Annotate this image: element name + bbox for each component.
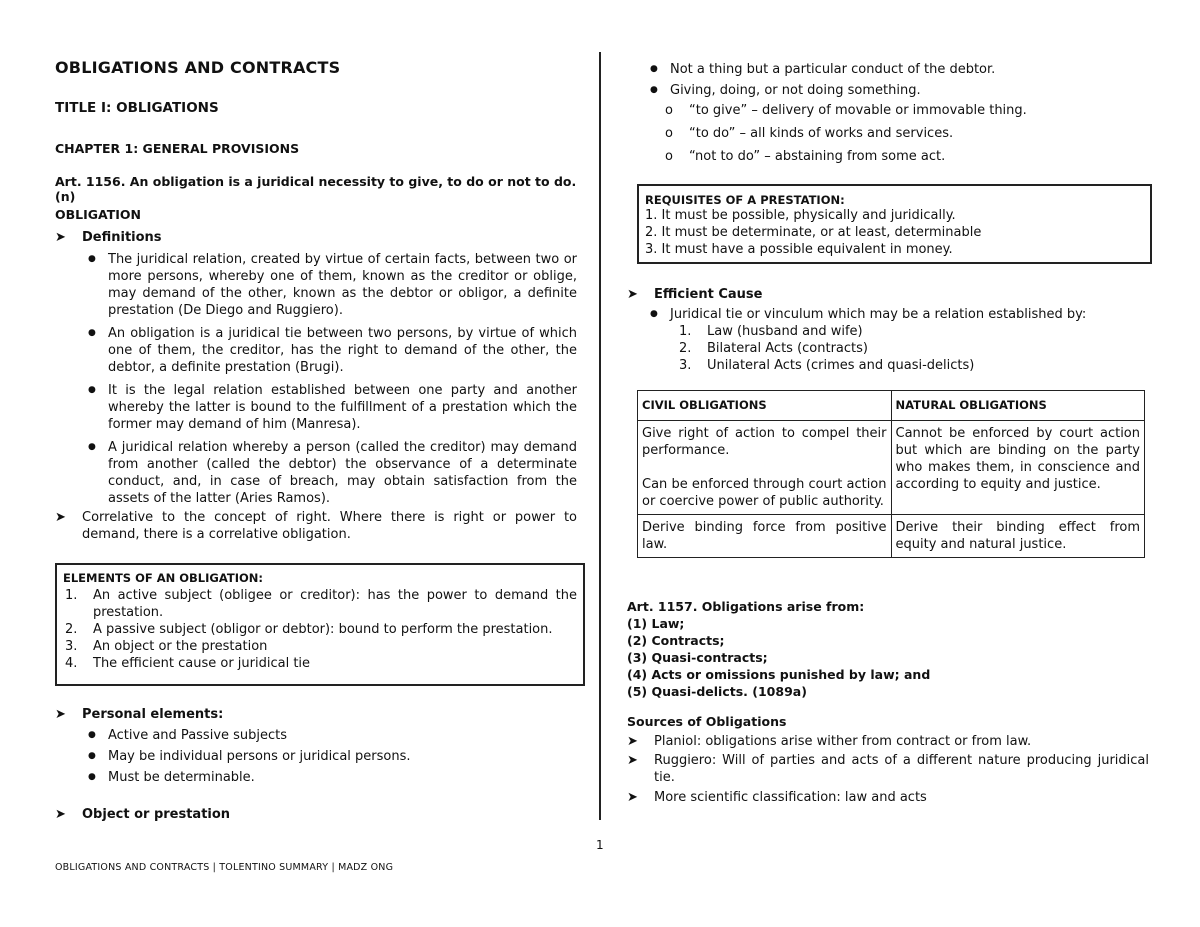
list-item: ● May be individual persons or juridical persons.	[55, 748, 577, 765]
object-heading: Object or prestation	[82, 807, 231, 822]
list-item: ● Must be determinable.	[55, 769, 577, 786]
correlative-row	[55, 509, 577, 543]
obligations-comparison-table	[637, 390, 1145, 558]
object-sub-item: o “not to do” – abstaining from some act.	[665, 149, 946, 164]
elements-list	[63, 587, 577, 672]
article-1157: Art. 1157. Obligations arise from: (1) Law; (2) Contracts; (3) Quasi-contracts; (4) Acts or omissions punished by law; and (5) Quasi-delicts. (1089a)	[627, 599, 931, 699]
list-item: (1) Law;	[627, 616, 685, 631]
list-item: ● Active and Passive subjects	[55, 727, 577, 744]
arrow-bullet-icon: ➤	[55, 807, 66, 822]
arrow-bullet-icon: ➤	[55, 230, 66, 245]
list-item: 3. Unilateral Acts (crimes and quasi-delicts)	[679, 358, 975, 373]
list-item: ● Juridical tie or vinculum which may be a relation established by:	[617, 306, 1149, 323]
sources-item: ➤ More scientific classification: law and acts	[627, 790, 927, 805]
obligation-heading: OBLIGATION	[55, 207, 141, 222]
table-cell: Cannot be enforced by court action but which are binding on the party who makes them, in conscience and according to equity and justice.	[891, 421, 1145, 515]
object-sub-item: o “to do” – all kinds of works and services.	[665, 126, 954, 141]
document-title: OBLIGATIONS AND CONTRACTS	[55, 58, 341, 77]
sources-item: ➤ Ruggiero: Will of parties and acts of a different nature producing juridical tie.	[627, 753, 1149, 785]
arrow-bullet-icon: ➤	[55, 707, 66, 722]
table-cell: Give right of action to compel their performance. Can be enforced through court action or coercive power of public authority.	[638, 421, 892, 515]
efficient-list	[617, 306, 1149, 323]
list-item: 2. A passive subject (obligor or debtor): bound to perform the prestation.	[65, 622, 553, 637]
table-header-natural: NATURAL OBLIGATIONS	[891, 391, 1145, 421]
list-item: ● The juridical relation, created by virtue of certain facts, between two or more persons, whereby one of them, known as the creditor or oblige, may demand of the other, known as the debtor or obligor, a definite prestation (De Diego and Ruggiero).	[55, 251, 577, 319]
chapter-heading: CHAPTER 1: GENERAL PROVISIONS	[55, 141, 300, 156]
list-item: 1. It must be possible, physically and juridically.	[645, 208, 956, 223]
arrow-bullet-icon: ➤	[627, 790, 638, 805]
efficient-heading: Efficient Cause	[654, 287, 763, 302]
list-item: ● Not a thing but a particular conduct of the debtor.	[617, 61, 1149, 78]
article-1156: Art. 1156. An obligation is a juridical necessity to give, to do or not to do. (n)	[55, 174, 577, 204]
correlative-text: Correlative to the concept of right. Where there is right or power to demand, there is a correlative obligation.	[82, 510, 577, 542]
title-heading: TITLE I: OBLIGATIONS	[55, 100, 219, 116]
efficient-heading-row	[627, 286, 762, 303]
list-item: 2. Bilateral Acts (contracts)	[679, 341, 868, 356]
arrow-bullet-icon: ➤	[627, 753, 638, 768]
arrow-bullet-icon: ➤	[55, 510, 66, 525]
list-item: (4) Acts or omissions punished by law; and	[627, 667, 931, 682]
efficient-numbered-list	[677, 323, 1147, 374]
table-cell: Derive binding force from positive law.	[638, 515, 892, 558]
sources-heading: Sources of Obligations	[627, 714, 787, 729]
object-heading-row	[55, 806, 230, 823]
personal-heading-row	[55, 706, 223, 723]
column-divider	[599, 52, 601, 820]
elements-box-title: ELEMENTS OF AN OBLIGATION:	[63, 571, 263, 585]
list-item: (2) Contracts;	[627, 633, 725, 648]
arrow-bullet-icon: ➤	[627, 734, 638, 749]
list-item: ● An obligation is a juridical tie between two persons, by virtue of which one of them, the creditor, has the right to demand of the other, the debtor, a definite prestation (Brugi).	[55, 325, 577, 376]
footer: OBLIGATIONS AND CONTRACTS | TOLENTINO SUMMARY | MADZ ONG	[55, 862, 394, 873]
list-item: 4. The efficient cause or juridical tie	[65, 656, 311, 671]
table-cell: Derive their binding effect from equity and natural justice.	[891, 515, 1145, 558]
list-item: ● A juridical relation whereby a person (called the creditor) may demand from another (called the debtor) the observance of a determinate conduct, and, in case of breach, may obtain satisfaction from the assets of the latter (Aries Ramos).	[55, 439, 577, 507]
sub-bullet-icon: o	[665, 103, 673, 118]
object-sub-item: o “to give” – delivery of movable or immovable thing.	[665, 103, 1027, 118]
list-item: ● Giving, doing, or not doing something.	[617, 82, 1149, 99]
table-header-civil: CIVIL OBLIGATIONS	[638, 391, 892, 421]
sub-bullet-icon: o	[665, 126, 673, 141]
list-item: 3. It must have a possible equivalent in money.	[645, 242, 953, 257]
list-item: 2. It must be determinate, or at least, determinable	[645, 225, 982, 240]
list-item: 1. Law (husband and wife)	[679, 324, 863, 339]
list-item: 3. An object or the prestation	[65, 639, 268, 654]
list-item: 1. An active subject (obligee or creditor): has the power to demand the prestation.	[65, 588, 577, 620]
elements-box	[55, 563, 585, 686]
definitions-heading-row	[55, 229, 162, 246]
definitions-heading: Definitions	[82, 230, 162, 245]
list-item: ● It is the legal relation established between one party and another whereby the latter is bound to the fulfillment of a prestation which the former may demand of him (Manresa).	[55, 382, 577, 433]
sub-bullet-icon: o	[665, 149, 673, 164]
table-row	[638, 421, 1145, 515]
object-list	[617, 61, 1149, 103]
personal-list	[55, 727, 577, 790]
requisites-box-title: REQUISITES OF A PRESTATION:	[645, 193, 845, 207]
requisites-box	[637, 184, 1152, 264]
table-row	[638, 515, 1145, 558]
list-item: (5) Quasi-delicts. (1089a)	[627, 684, 807, 699]
arrow-bullet-icon: ➤	[627, 287, 638, 302]
definitions-list	[55, 251, 577, 513]
list-item: (3) Quasi-contracts;	[627, 650, 768, 665]
table-header-row	[638, 391, 1145, 421]
page-number: 1	[596, 838, 604, 852]
personal-heading: Personal elements:	[82, 707, 224, 722]
sources-item: ➤ Planiol: obligations arise wither from contract or from law.	[627, 734, 1032, 749]
